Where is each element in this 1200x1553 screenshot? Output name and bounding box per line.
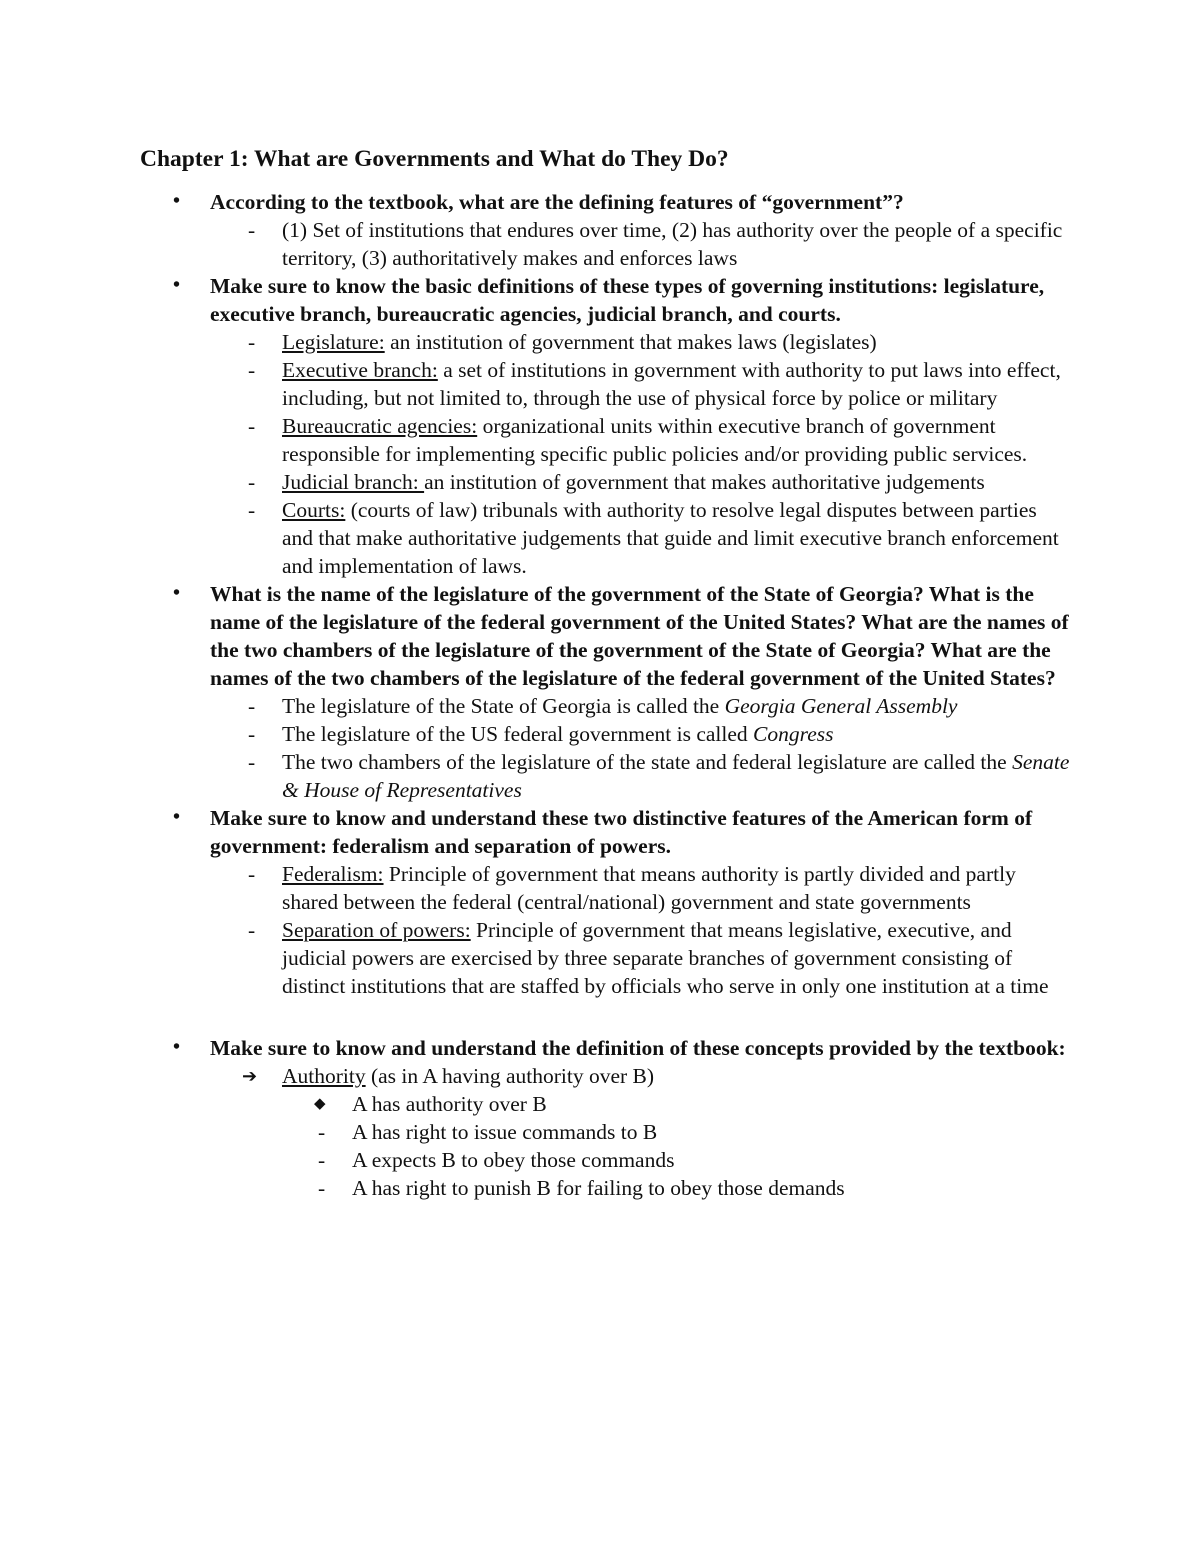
concept-sub-item (140, 1174, 1070, 1202)
definition-executive-branch (140, 356, 1070, 412)
answer-text: The legislature of the US federal government is called (282, 722, 754, 746)
concept-authority (140, 1062, 1070, 1090)
dash-icon: - (248, 694, 256, 718)
definition-separation-of-powers (140, 916, 1070, 1000)
diamond-bullet-icon: ◆ (314, 1096, 326, 1112)
question-concepts (140, 1034, 1070, 1062)
question-text: Make sure to know the basic definitions of these types of governing institutions: legislature, executive branch, bureaucratic agencies, judicial branch, and courts. (210, 274, 1045, 326)
term-label: Courts: (282, 498, 346, 522)
chapter-title: Chapter 1: What are Governments and What do They Do? (140, 146, 729, 172)
definition-legislature (140, 328, 1070, 356)
dash-icon: - (248, 414, 256, 438)
term-label: Legislature: (282, 330, 385, 354)
bullet-icon: • (173, 274, 181, 296)
answer-text: The legislature of the State of Georgia is called the (282, 694, 725, 718)
sub-item-text: A has right to issue commands to B (352, 1120, 658, 1144)
answer-georgia-legislature (140, 692, 1070, 720)
term-label: Executive branch: (282, 358, 438, 382)
question-text: What is the name of the legislature of the government of the State of Georgia? What is the name of the legislature of the federal government of the United States? What are the names of the two chambers of the legislature of the government of the State of Georgia? What are the names of the two chambers of the legislature of the federal government of the United States? (210, 582, 1069, 690)
document-content (140, 142, 1070, 1202)
definition-text: an institution of government that makes laws (legislates) (384, 330, 877, 354)
bullet-icon: • (173, 190, 181, 212)
question-american-features (140, 804, 1070, 860)
answer-chambers (140, 748, 1070, 804)
spacer (140, 1000, 1070, 1034)
term-label: Bureaucratic agencies: (282, 414, 478, 438)
dash-icon: - (318, 1176, 326, 1200)
dash-icon: - (248, 470, 256, 494)
answer-text: (1) Set of institutions that endures over time, (2) has authority over the people of a specific territory, (3) authoritatively makes and enforces laws (282, 218, 1063, 270)
answer-us-legislature (140, 720, 1070, 748)
bullet-icon: • (173, 582, 181, 604)
arrow-right-icon: ➔ (242, 1066, 258, 1086)
answer-emphasis: Senate & House of Representatives (282, 750, 1070, 802)
dash-icon: - (248, 918, 256, 942)
dash-icon: - (318, 1148, 326, 1172)
question-governing-institutions (140, 272, 1070, 328)
definition-text: (courts of law) tribunals with authority to resolve legal disputes between parties and that make authoritative judgements that guide and limit executive branch enforcement and implementation of laws. (282, 498, 1059, 578)
term-label: Authority (282, 1064, 366, 1088)
question-text: Make sure to know and understand these two distinctive features of the American form of government: federalism and separation of powers. (210, 806, 1033, 858)
dash-icon: - (248, 498, 256, 522)
dash-icon: - (318, 1120, 326, 1144)
definition-judicial-branch (140, 468, 1070, 496)
dash-icon: - (248, 218, 256, 242)
definition-federalism (140, 860, 1070, 916)
concept-sub-item (140, 1090, 1070, 1118)
dash-icon: - (248, 862, 256, 886)
question-defining-features (140, 188, 1070, 216)
dash-icon: - (248, 750, 256, 774)
definition-courts (140, 496, 1070, 580)
answer-emphasis: Georgia General Assembly (724, 694, 958, 718)
definition-bureaucratic-agencies (140, 412, 1070, 468)
dash-icon: - (248, 330, 256, 354)
concept-sub-item (140, 1118, 1070, 1146)
sub-item-text: A expects B to obey those commands (352, 1148, 675, 1172)
concept-sub-item (140, 1146, 1070, 1174)
concept-text: (as in A having authority over B) (365, 1064, 655, 1088)
definition-text: Principle of government that means authority is partly divided and partly shared between the federal (central/national) government and state governments (282, 862, 1016, 914)
bullet-icon: • (173, 1036, 181, 1058)
definition-text: an institution of government that makes authoritative judgements (424, 470, 985, 494)
sub-item-text: A has authority over B (352, 1092, 547, 1116)
term-label: Federalism: (282, 862, 384, 886)
term-label: Judicial branch: (282, 470, 425, 494)
dash-icon: - (248, 722, 256, 746)
question-legislature-names (140, 580, 1070, 692)
question-text: According to the textbook, what are the defining features of “government”? (210, 190, 904, 214)
answer-text: The two chambers of the legislature of the state and federal legislature are called the (282, 750, 1013, 774)
definition-text: Principle of government that means legislative, executive, and judicial powers are exercised by three separate branches of government consisting of distinct institutions that are staffed by officials who serve in only one institution at a time (282, 918, 1049, 998)
question-text: Make sure to know and understand the definition of these concepts provided by the textbook: (210, 1036, 1066, 1060)
answer-emphasis: Congress (753, 722, 834, 746)
dash-icon: - (248, 358, 256, 382)
definition-text: organizational units within executive branch of government responsible for implementing specific public policies and/or providing public services. (282, 414, 1028, 466)
definition-text: a set of institutions in government with authority to put laws into effect, including, but not limited to, through the use of physical force by police or military (282, 358, 1061, 410)
sub-item-text: A has right to punish B for failing to obey those demands (352, 1176, 845, 1200)
answer-item (140, 216, 1070, 272)
bullet-icon: • (173, 806, 181, 828)
term-label: Separation of powers: (282, 918, 471, 942)
